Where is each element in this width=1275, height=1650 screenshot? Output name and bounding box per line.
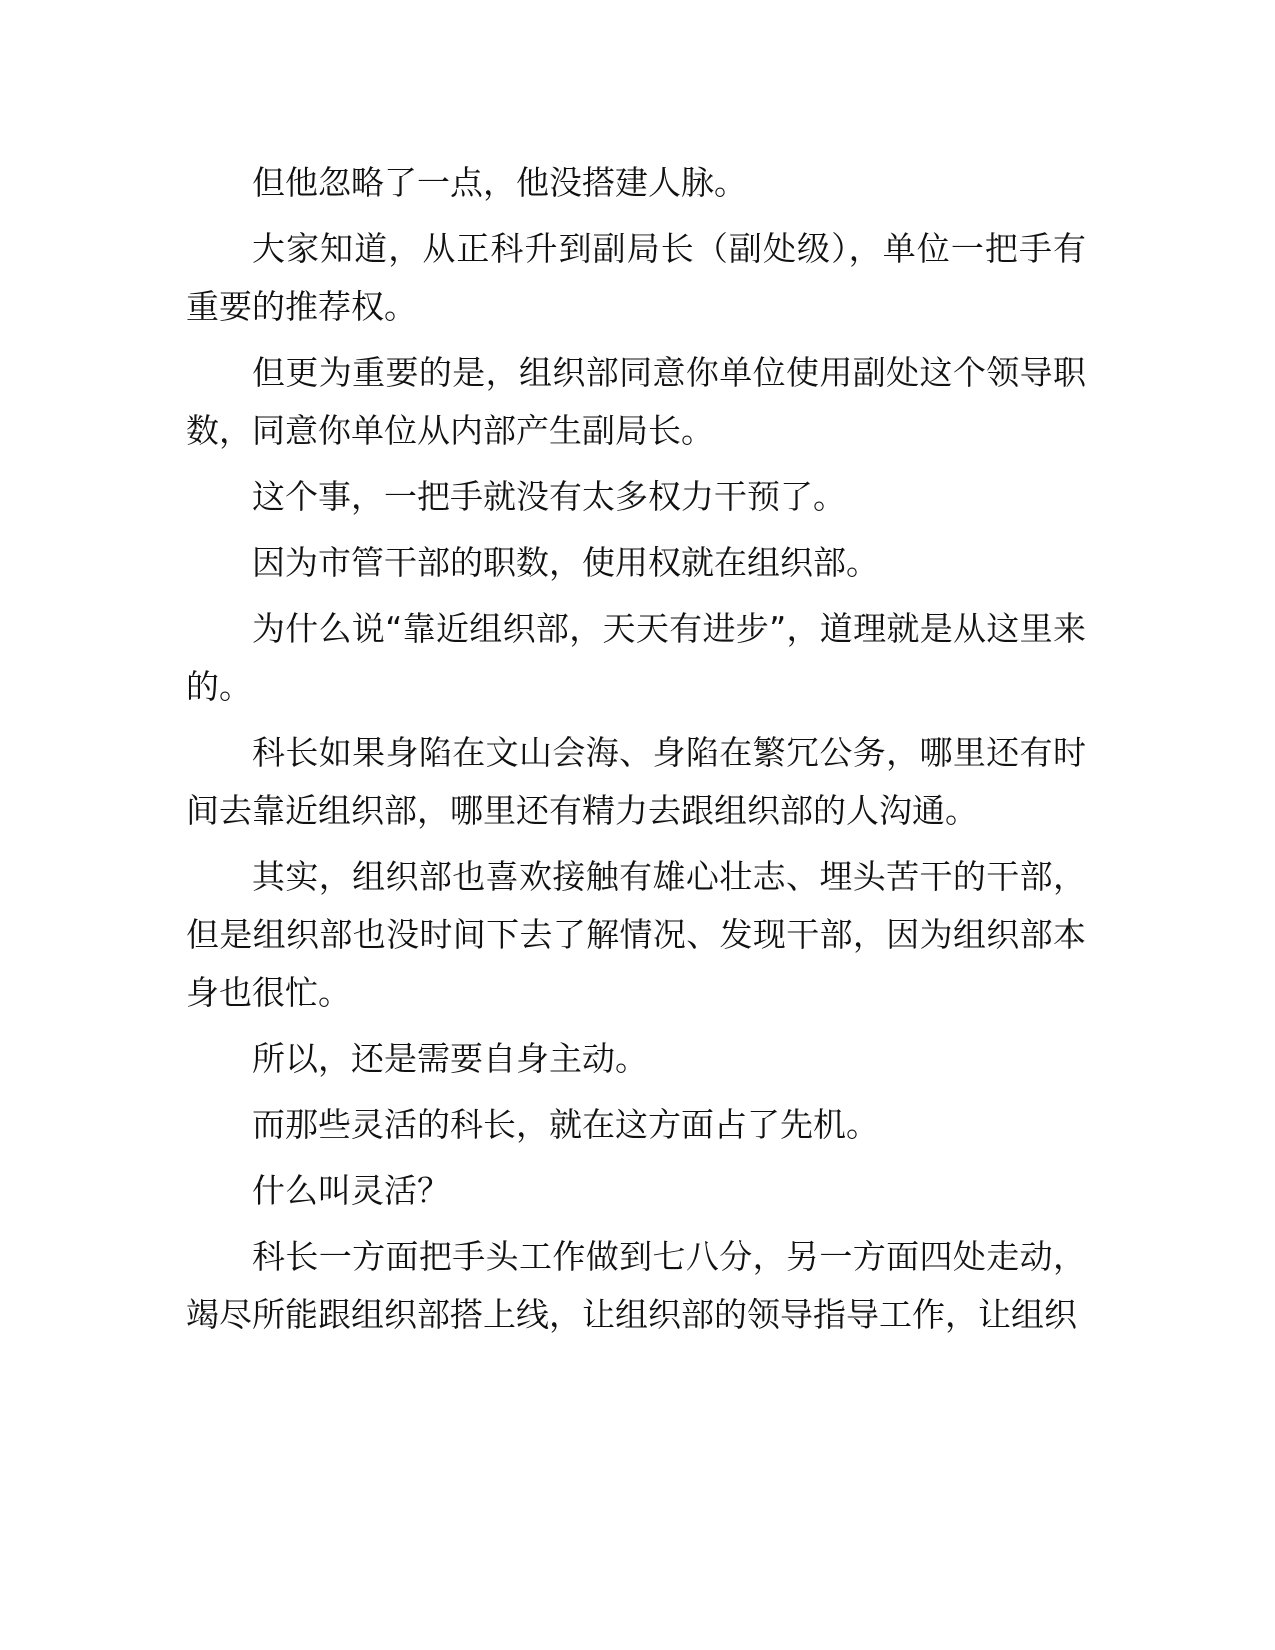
document-body [186, 154, 1086, 1352]
paragraph: 这个事，一把手就没有太多权力干预了。 [252, 477, 846, 516]
paragraph: 所以，还是需要自身主动。 [252, 1039, 648, 1078]
paragraph: 但更为重要的是，组织部同意你单位使用副处这个领导职数，同意你单位从内部产生副局长。 [186, 353, 1086, 450]
paragraph: 什么叫灵活？ [252, 1171, 450, 1210]
paragraph: 而那些灵活的科长，就在这方面占了先机。 [252, 1105, 879, 1144]
paragraph: 为什么说“靠近组织部，天天有进步”，道理就是从这里来的。 [186, 609, 1086, 706]
paragraph: 大家知道，从正科升到副局长（副处级），单位一把手有重要的推荐权。 [186, 229, 1086, 326]
paragraph: 科长一方面把手头工作做到七八分，另一方面四处走动，竭尽所能跟组织部搭上线，让组织部的领导指导工作，让组织 [186, 1237, 1086, 1334]
paragraph: 科长如果身陷在文山会海、身陷在繁冗公务，哪里还有时间去靠近组织部，哪里还有精力去跟组织部的人沟通。 [186, 733, 1086, 830]
paragraph: 因为市管干部的职数，使用权就在组织部。 [252, 543, 879, 582]
paragraph: 其实，组织部也喜欢接触有雄心壮志、埋头苦干的干部，但是组织部也没时间下去了解情况、发现干部，因为组织部本身也很忙。 [186, 857, 1086, 1012]
paragraph: 但他忽略了一点，他没搭建人脉。 [252, 163, 747, 202]
